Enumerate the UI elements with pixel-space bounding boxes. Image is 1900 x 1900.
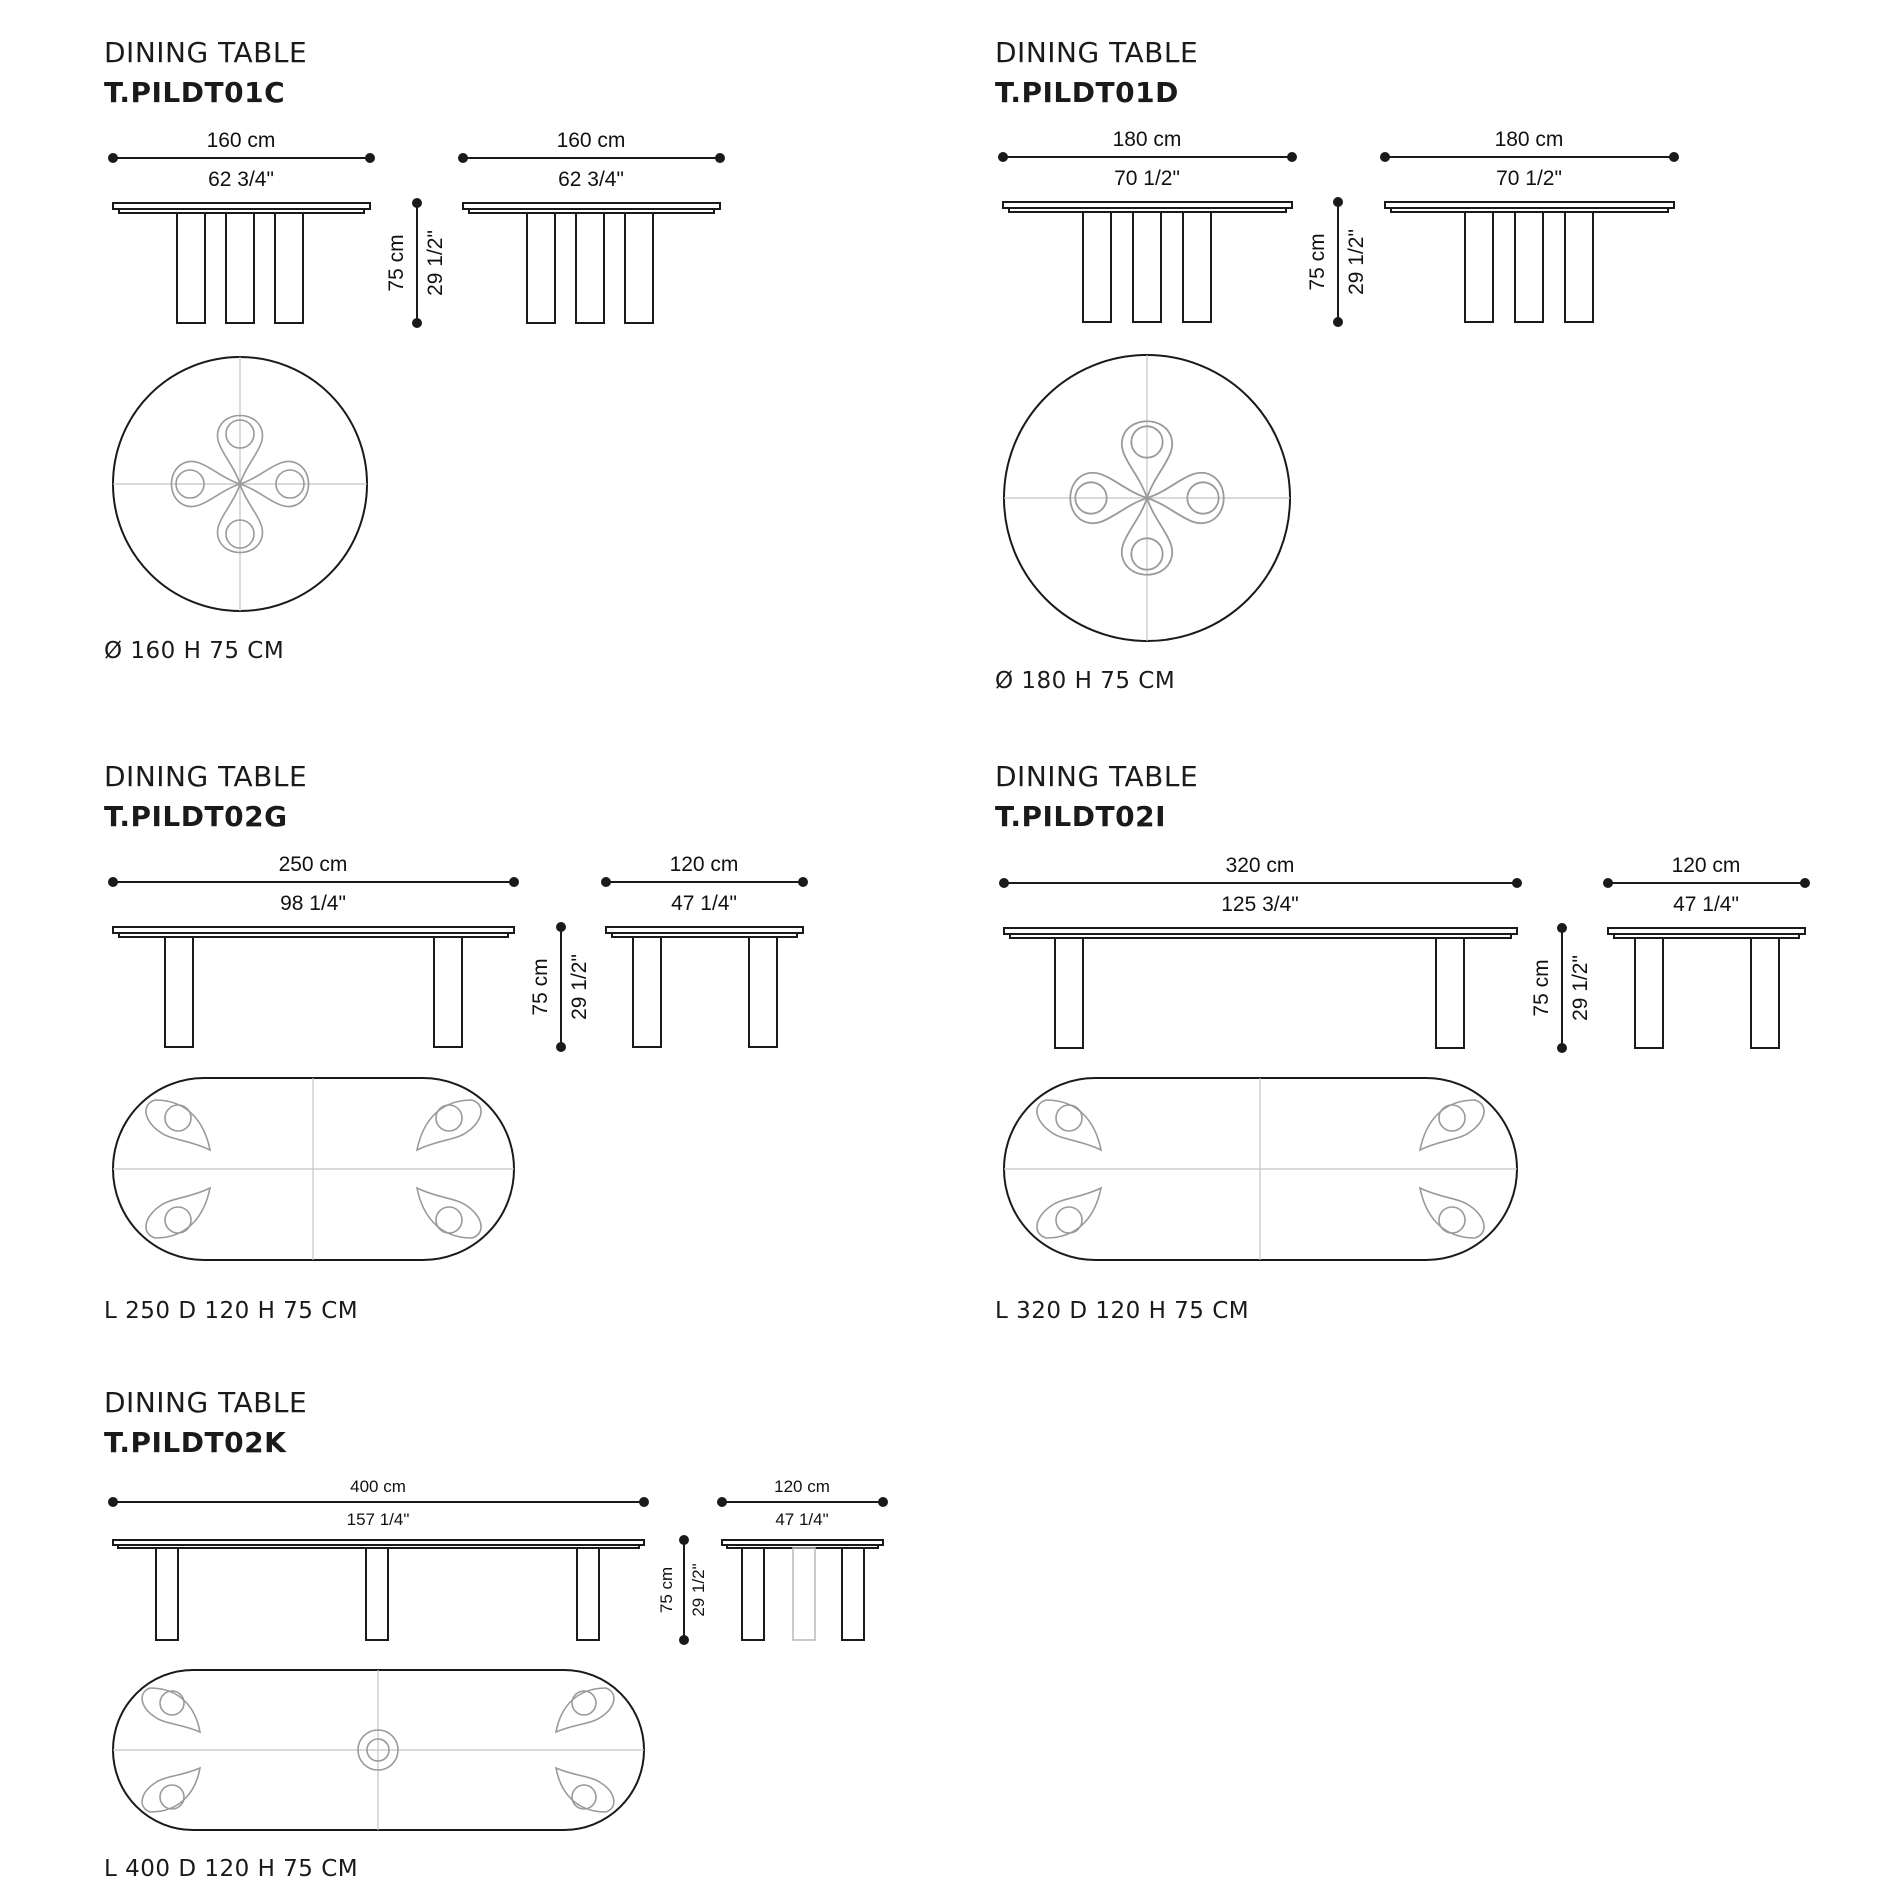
dimension-caption: L 320 D 120 H 75 CM xyxy=(995,1298,1250,1324)
side-cm-label: 120 cm xyxy=(669,853,739,876)
height-in-label: 29 1/2" xyxy=(1345,229,1368,295)
height-in-label: 29 1/2" xyxy=(424,230,447,296)
model-code: T.PILDT01C xyxy=(104,76,286,109)
side-in-label: 47 1/4" xyxy=(671,892,737,915)
front-in-label: 62 3/4" xyxy=(208,168,274,191)
model-code: T.PILDT02G xyxy=(104,800,288,833)
front-cm-label: 180 cm xyxy=(1112,128,1182,151)
model-code: T.PILDT02I xyxy=(995,800,1166,833)
dimension-caption: Ø 160 H 75 CM xyxy=(104,638,285,664)
category-label: DINING TABLE xyxy=(995,760,1199,793)
height-cm-label: 75 cm xyxy=(1306,233,1329,291)
side-leg xyxy=(842,1548,864,1640)
side-cm-label: 160 cm xyxy=(556,129,626,152)
height-in-label: 29 1/2" xyxy=(1569,955,1592,1021)
height-cm-label: 75 cm xyxy=(385,234,408,292)
height-cm-label: 75 cm xyxy=(1530,959,1553,1017)
dimension-caption: Ø 180 H 75 CM xyxy=(995,668,1176,694)
front-leg xyxy=(366,1548,388,1640)
front-cm-label: 320 cm xyxy=(1225,854,1295,877)
side-in-label: 70 1/2" xyxy=(1496,167,1562,190)
dimension-caption: L 400 D 120 H 75 CM xyxy=(104,1856,359,1882)
front-leg xyxy=(156,1548,178,1640)
category-label: DINING TABLE xyxy=(104,36,308,69)
side-cm-label: 120 cm xyxy=(774,1477,830,1496)
side-in-label: 47 1/4" xyxy=(1673,893,1739,916)
category-label: DINING TABLE xyxy=(995,36,1199,69)
model-code: T.PILDT01D xyxy=(995,76,1179,109)
front-in-label: 70 1/2" xyxy=(1114,167,1180,190)
front-cm-label: 250 cm xyxy=(278,853,348,876)
height-cm-label: 75 cm xyxy=(529,958,552,1016)
side-in-label: 62 3/4" xyxy=(558,168,624,191)
front-cm-label: 160 cm xyxy=(206,129,276,152)
side-cm-label: 180 cm xyxy=(1494,128,1564,151)
category-label: DINING TABLE xyxy=(104,1386,308,1419)
front-cm-label: 400 cm xyxy=(350,1477,406,1496)
side-in-label: 47 1/4" xyxy=(775,1510,829,1529)
front-in-label: 98 1/4" xyxy=(280,892,346,915)
front-in-label: 125 3/4" xyxy=(1221,893,1299,916)
side-cm-label: 120 cm xyxy=(1671,854,1741,877)
height-in-label: 29 1/2" xyxy=(689,1563,708,1617)
front-in-label: 157 1/4" xyxy=(346,1510,410,1529)
height-cm-label: 75 cm xyxy=(657,1566,676,1614)
dimension-caption: L 250 D 120 H 75 CM xyxy=(104,1298,359,1324)
model-code: T.PILDT02K xyxy=(104,1426,287,1459)
category-label: DINING TABLE xyxy=(104,760,308,793)
side-leg xyxy=(742,1548,764,1640)
front-leg xyxy=(577,1548,599,1640)
height-in-label: 29 1/2" xyxy=(568,954,591,1020)
side-leg-hidden xyxy=(793,1548,815,1640)
